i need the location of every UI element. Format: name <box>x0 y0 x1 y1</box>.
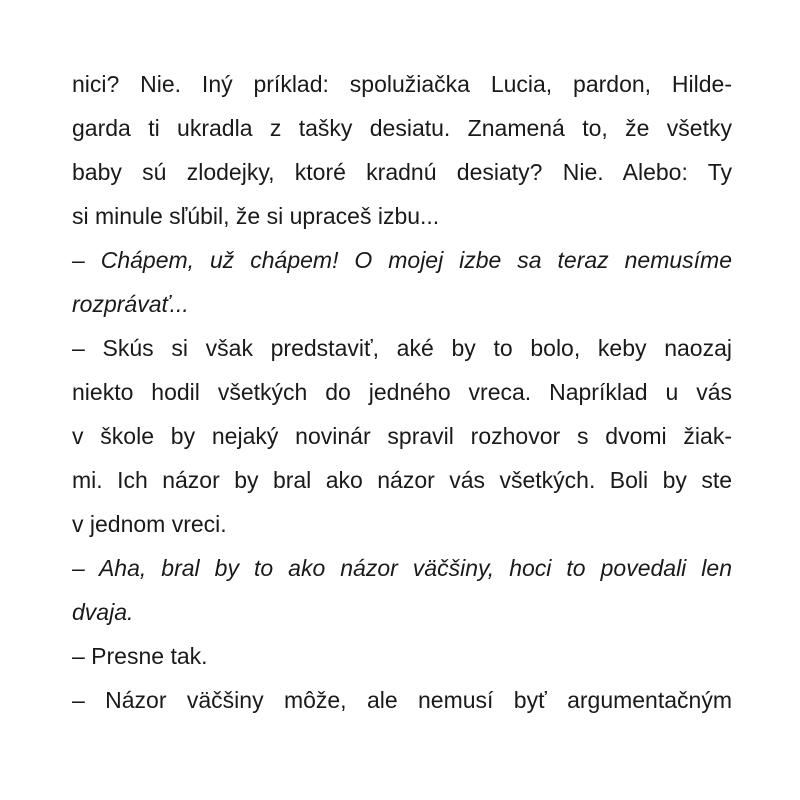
text-line: – Aha, bral by to ako názor väčšiny, hoci to povedali len <box>72 555 732 581</box>
text-line: – Chápem, už chápem! O mojej izbe sa teraz nemusíme <box>72 247 732 273</box>
text-line: nici? Nie. Iný príklad: spolužiačka Lucia, pardon, Hilde- <box>72 71 732 97</box>
text-line: – Presne tak. <box>72 643 208 669</box>
text-line: v jednom vreci. <box>72 511 227 537</box>
text-line: – Skús si však predstaviť, aké by to bolo, keby naozaj <box>72 335 732 361</box>
text-line: mi. Ich názor by bral ako názor vás všetkých. Boli by ste <box>72 467 732 493</box>
text-line: dvaja. <box>72 599 134 625</box>
text-line: si minule sľúbil, že si upraceš izbu... <box>72 203 440 229</box>
text-line: rozprávať... <box>72 291 189 317</box>
page-text-block <box>72 62 732 722</box>
text-line: – Názor väčšiny môže, ale nemusí byť argumentačným <box>72 687 732 713</box>
text-line: v škole by nejaký novinár spravil rozhovor s dvomi žiak- <box>72 423 732 449</box>
text-line: baby sú zlodejky, ktoré kradnú desiaty? Nie. Alebo: Ty <box>72 159 732 185</box>
text-line: niekto hodil všetkých do jedného vreca. Napríklad u vás <box>72 379 732 405</box>
text-line: garda ti ukradla z tašky desiatu. Znamená to, že všetky <box>72 115 732 141</box>
